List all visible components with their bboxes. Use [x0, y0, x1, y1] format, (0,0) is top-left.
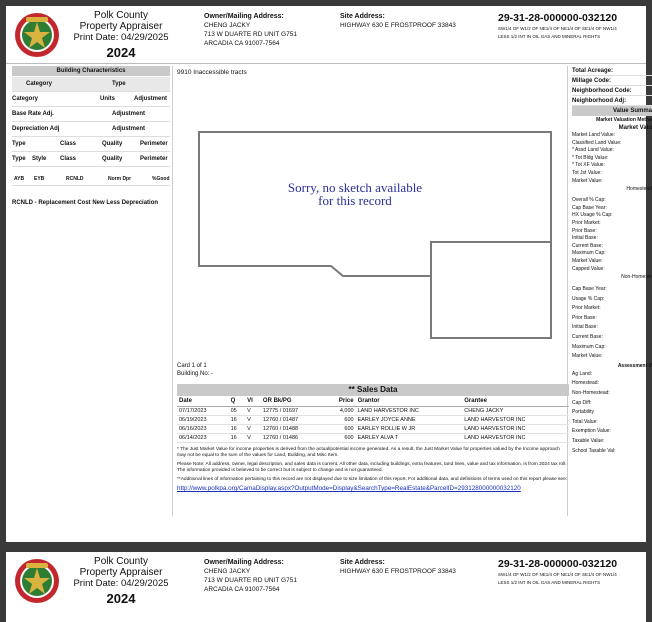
parcel-id: 29-31-28-000000-032120: [498, 558, 618, 570]
cell-or-bk-pg: 12760 / 01488: [261, 425, 325, 434]
cell-vi: V: [245, 407, 261, 416]
agency-block: [66, 10, 176, 60]
cell-grantee: CHENG JACKY: [462, 407, 569, 416]
site-address: HIGHWAY 630 E FROSTPROOF 33843: [340, 22, 456, 29]
building-row-type-class: [12, 137, 170, 152]
label-type: Type: [12, 141, 26, 147]
list-item: Maximum Cap:: [572, 250, 606, 257]
homestead-list: [572, 197, 652, 273]
agency-name: Polk County: [94, 10, 148, 21]
neighborhood-adj-label: Neighborhood Adj:: [572, 96, 652, 106]
market-valuation-method-label: Market Valuation Metho: [596, 117, 652, 123]
agency-subtitle: Property Appraiser: [79, 21, 163, 32]
sales-data-title: ** Sales Data: [177, 384, 569, 396]
list-item: Cap Diff:: [572, 399, 592, 406]
col-vi: VI: [245, 396, 261, 407]
print-date: Print Date: 04/29/2025: [73, 32, 169, 43]
total-acreage-label: Total Acreage:: [572, 66, 652, 76]
label-adjustment: Adjustment: [112, 126, 145, 132]
cell-price: 600: [325, 425, 356, 434]
report-header: [6, 6, 646, 64]
rcnld-definition: RCNLD - Replacement Cost New Less Depreciation: [12, 200, 159, 206]
non-homestead-heading: Non-Homeste: [621, 274, 652, 281]
cell-date: 06/16/2023: [177, 425, 229, 434]
owner-title: Owner/Mailing Address:: [204, 559, 284, 566]
label-base-rate-adj: Base Rate Adj.: [12, 111, 54, 117]
site-title: Site Address:: [340, 13, 385, 20]
notes-block: [177, 447, 569, 493]
label-category: Category: [12, 96, 39, 102]
list-item: Cap Base Year:: [572, 204, 607, 211]
list-item: Market Land Value:: [572, 132, 615, 138]
cell-grantee: LAND HARVESTOR INC: [462, 425, 569, 434]
list-item: Non-Homestead:: [572, 390, 610, 397]
list-item: Capped Value:: [572, 265, 605, 272]
cell-vi: V: [245, 416, 261, 425]
label-adjustment: Adjustment: [134, 96, 167, 102]
table-row: [177, 425, 569, 434]
col-price: Price: [325, 396, 356, 407]
cell-q: 16: [229, 416, 246, 425]
building-number: Building No: -: [177, 371, 214, 377]
list-item: Exemption Value:: [572, 428, 611, 435]
building-row-type-style: [12, 152, 170, 167]
list-item: Market Value:: [572, 353, 603, 360]
cell-date: 06/14/2023: [177, 434, 229, 443]
label-depreciation-adj: Depreciation Adj: [12, 126, 60, 132]
cell-grantee: LAND HARVESTOR INC: [462, 416, 569, 425]
owner-title: Owner/Mailing Address:: [204, 13, 284, 20]
cell-or-bk-pg: 12775 / 01697: [261, 407, 325, 416]
legal-description: 9910 Inaccessible tracts: [177, 69, 247, 76]
list-item: * Tot Bldg Value:: [572, 154, 609, 161]
list-item: Prior Market:: [572, 219, 601, 226]
tax-year: 2024: [106, 45, 136, 60]
list-item: Homestead:: [572, 380, 599, 387]
sketch-inner-box: [431, 242, 551, 338]
site-block: [340, 12, 456, 30]
sales-header-row: [177, 396, 569, 407]
homestead-heading: Homestead: [626, 186, 652, 193]
list-item: Prior Base:: [572, 227, 597, 234]
sketch-outline: [199, 132, 551, 338]
value-summary-band: Value Summa: [572, 106, 652, 116]
list-item: Cap Base Year:: [572, 286, 607, 293]
parcel-block: [498, 558, 646, 586]
list-item: Tot Jst Value:: [572, 169, 602, 176]
parcel-description-line2: LESS 1/2 INT IN OIL GAS AND MINERAL RIGHTS: [498, 580, 601, 585]
building-row-base-rate: [12, 107, 170, 122]
label-style: Style: [32, 156, 47, 162]
polkpa-detail-link[interactable]: http://www.polkpa.org/CamaDisplay.aspx?OutputMode=Display&SearchType=RealEstate&ParcelID=293128000000032120: [177, 485, 521, 492]
owner-address-line1: 713 W DUARTE RD UNIT G751: [204, 577, 297, 584]
building-characteristics-panel: [12, 66, 170, 206]
col-or-bk-pg: OR Bk/PG: [261, 396, 325, 407]
list-item: Portability: [572, 409, 594, 416]
label-category: Category: [26, 81, 53, 87]
building-row-ayb: [12, 173, 170, 186]
list-item: Usage % Cap:: [572, 295, 605, 302]
cell-grantor: EARLEY ROLLIE W JR: [356, 425, 463, 434]
report-page-1: [6, 6, 652, 542]
label-quality: Quality: [102, 156, 123, 162]
cell-grantor: EARLEY JOYCE ANNE: [356, 416, 463, 425]
label-rcnld: RCNLD: [66, 176, 84, 182]
cell-vi: V: [245, 425, 261, 434]
income-note: * The Just Market Value for income properties is derived from the actual/potential income generated. As a result, the Just Market Value for properties valued by the Income approach may not be equal to the sum of the values for Land, Building, and Misc Item.: [177, 447, 560, 458]
agency-subtitle: Property Appraiser: [79, 567, 163, 578]
agency-block: [66, 556, 176, 606]
cell-date: 07/17/2023: [177, 407, 229, 416]
print-date: Print Date: 04/29/2025: [73, 578, 169, 589]
cell-or-bk-pg: 12760 / 01486: [261, 434, 325, 443]
col-grantee: Grantee: [462, 396, 569, 407]
label-norm-dpr: Norm Dpr: [108, 176, 132, 182]
report-page-2: [6, 552, 646, 622]
cell-price: 4,000: [325, 407, 356, 416]
parcel-description-line2: LESS 1/2 INT IN OIL GAS AND MINERAL RIGHTS: [498, 34, 601, 39]
card-count: Card 1 of 1: [177, 363, 207, 369]
card-info: [177, 362, 213, 378]
cell-price: 600: [325, 434, 356, 443]
site-block: [340, 558, 456, 576]
list-item: Initial Base:: [572, 324, 598, 331]
neighborhood-code-label: Neighborhood Code:: [572, 86, 652, 96]
center-panel: [172, 66, 568, 516]
site-address: HIGHWAY 630 E FROSTPROOF 33843: [340, 568, 456, 575]
sales-data-section: [177, 384, 569, 493]
label-type: Type: [112, 81, 126, 87]
owner-block: [204, 558, 297, 594]
cell-q: 16: [229, 425, 246, 434]
owner-address-line2: ARCADIA CA 91007-7564: [204, 586, 280, 593]
list-item: Current Base:: [572, 334, 603, 341]
cell-or-bk-pg: 12760 / 01487: [261, 416, 325, 425]
list-item: Prior Base:: [572, 314, 597, 321]
label-class: Class: [60, 141, 77, 147]
col-grantor: Grantor: [356, 396, 463, 407]
list-item: Prior Market:: [572, 305, 601, 312]
cell-price: 600: [325, 416, 356, 425]
parcel-id: 29-31-28-000000-032120: [498, 12, 618, 24]
building-row-depreciation: [12, 122, 170, 137]
label-perimeter: Perimeter: [140, 156, 168, 162]
label-eyb: EYB: [34, 176, 45, 182]
sketch-area: [173, 66, 569, 356]
market-value-list: [572, 132, 652, 185]
list-item: * Tot XF Value:: [572, 162, 605, 169]
assessment-heading: Assessment V: [617, 362, 652, 369]
label-units: Units: [100, 96, 115, 102]
cell-q: 05: [229, 407, 246, 416]
county-seal-icon: [14, 558, 60, 604]
label-ayb: AYB: [14, 176, 25, 182]
parcel-block: [498, 12, 646, 40]
list-item: Initial Base:: [572, 235, 598, 242]
list-item: Maximum Cap:: [572, 343, 606, 350]
cell-vi: V: [245, 434, 261, 443]
parcel-description-line1: SW1/4 OF W1/2 OF NE1/4 OF NE1/4 OF SE1/4 OF NW1/4: [498, 572, 617, 577]
owner-name: CHENG JACKY: [204, 22, 251, 29]
list-item: Classified Land Value:: [572, 139, 622, 146]
list-item: Ag Land:: [572, 370, 593, 377]
value-summary-panel: [572, 66, 652, 456]
list-item: Market Value:: [572, 177, 603, 184]
site-title: Site Address:: [340, 559, 385, 566]
market-value-heading: Market Valu: [618, 125, 652, 131]
data-currency-note: Please Note: All address, owner, legal description, and sales data is current. All other data, including buildings, extra features, land lines, value and tax information, is from 2024 tax roll. The information provided is believed to be correct but is subject to change and is not guaranteed.: [177, 462, 567, 473]
sales-table: [177, 396, 569, 443]
owner-address-line2: ARCADIA CA 91007-7564: [204, 40, 280, 47]
label-type: Type: [12, 156, 26, 162]
tax-year: 2024: [106, 591, 136, 606]
label-class: Class: [60, 156, 77, 162]
owner-name: CHENG JACKY: [204, 568, 251, 575]
list-item: HX Usage % Cap:: [572, 212, 613, 219]
agency-name: Polk County: [94, 556, 148, 567]
list-item: Taxable Value:: [572, 438, 605, 444]
sketch-message-line1: Sorry, no sketch available: [287, 180, 423, 195]
millage-code-label: Millage Code:: [572, 76, 652, 86]
list-item: Market Value:: [572, 257, 603, 264]
owner-block: [204, 12, 297, 48]
assessment-list: [572, 370, 652, 456]
col-date: Date: [177, 396, 229, 407]
cell-date: 06/19/2023: [177, 416, 229, 425]
list-item: School Taxable Val:: [572, 447, 616, 454]
cell-grantee: LAND HARVESTOR INC: [462, 434, 569, 443]
additional-info-note: **Additional lines of information pertaining to this record are not displayed due to size limitation of this report. For additional data, and definitions of terms used on this report please see:: [177, 477, 568, 482]
col-q: Q: [229, 396, 246, 407]
list-item: Current Base:: [572, 242, 603, 249]
non-homestead-list: [572, 285, 652, 362]
building-row-category-type: [12, 77, 170, 92]
label-perimeter: Perimeter: [140, 141, 168, 147]
table-row: [177, 416, 569, 425]
table-row: [177, 407, 569, 416]
parcel-description-line1: SW1/4 OF W1/2 OF NE1/4 OF NE1/4 OF SE1/4 OF NW1/4: [498, 26, 617, 31]
county-seal-icon: [14, 12, 60, 58]
cell-grantor: LAND HARVESTOR INC: [356, 407, 463, 416]
building-row-category-units: [12, 92, 170, 107]
building-characteristics-band: Building Characteristics: [12, 66, 170, 77]
cell-grantor: EARLEY ALVA T: [356, 434, 463, 443]
list-item: * Assd Land Value:: [572, 147, 614, 154]
sketch-message-line2: for this record: [318, 193, 392, 208]
cell-q: 16: [229, 434, 246, 443]
list-item: Total Value:: [572, 418, 598, 425]
list-item: Overall % Cap:: [572, 197, 606, 204]
owner-address-line1: 713 W DUARTE RD UNIT G751: [204, 31, 297, 38]
report-header: [6, 552, 646, 610]
table-row: [177, 434, 569, 443]
label-adjustment: Adjustment: [112, 111, 145, 117]
label-quality: Quality: [102, 141, 123, 147]
label-pct-good: %Good: [152, 176, 170, 182]
